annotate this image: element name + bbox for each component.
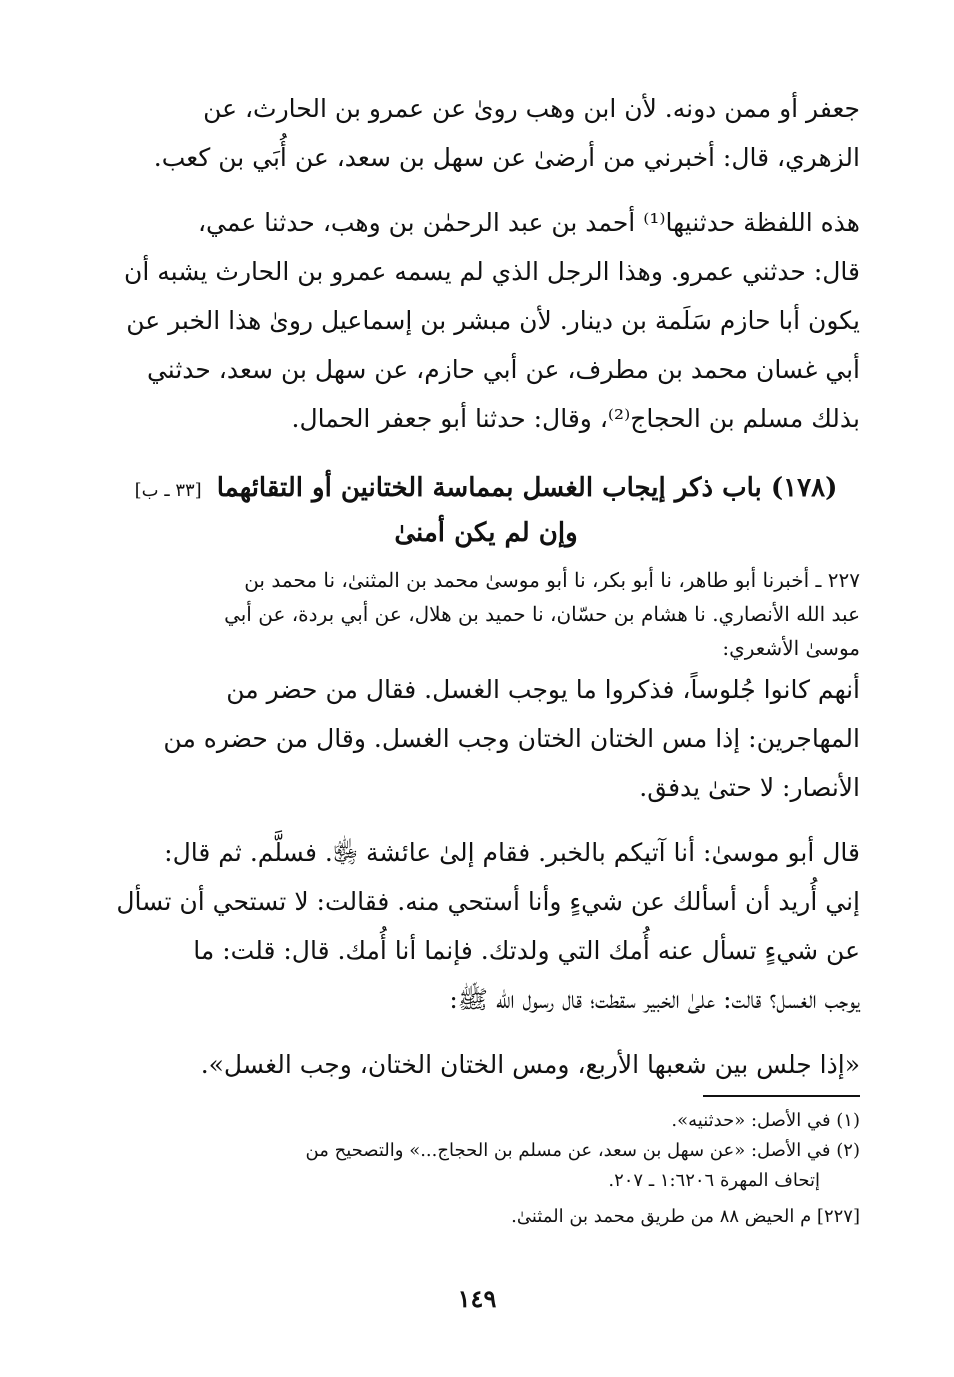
- text-line: قال أبو موسیٰ: أنا آتيكم بالخبر. فقام إلیٰ عائشة ﵂. فسلَّم. ثم قال:: [164, 838, 860, 867]
- text-line: عبد الله الأنصاري. نا هشام بن حسّان، نا حميد بن هلال، عن أبي بردة، عن أبي: [224, 602, 860, 626]
- paragraph-4: [112, 828, 860, 1024]
- text-line: إني أُريد أن أسألك عن شيءٍ وأنا أستحي منه. فقالت: لا تستحي أن تسأل: [116, 887, 860, 916]
- text-line: «إذا جلس بين شعبها الأربع، ومس الختان الختان، وجب الغسل».: [200, 1050, 860, 1079]
- text-line: يوجب الغسل؟ قالت: علیٰ الخبير سقطت؛ قال رسول الله ﷺ:: [449, 985, 860, 1014]
- source-note: [٢٢٧] م الحيض ٨٨ من طريق محمد بن المثنیٰ.: [511, 1206, 860, 1227]
- text-line: موسیٰ الأشعري:: [722, 636, 860, 660]
- chapter-title-line1: (١٧٨) باب ذكر إيجاب الغسل بمماسة الختانين أو التقائهما: [216, 473, 838, 503]
- text-line: الأنصار: لا حتیٰ يدفق.: [639, 773, 860, 802]
- text-line: قال: حدثني عمرو. وهذا الرجل الذي لم يسمه عمرو بن الحارث يشبه أن: [124, 257, 860, 286]
- text-line: ٢٢٧ ـ أخبرنا أبو طاهر، نا أبو بكر، نا أبو موسیٰ محمد بن المثنیٰ، نا محمد بن: [244, 568, 860, 592]
- paragraph-2: [112, 198, 860, 443]
- text-line: هذه اللفظة حدثنيها⁽¹⁾ أحمد بن عبد الرحمٰن بن وهب، حدثنا عمي،: [197, 208, 860, 237]
- footnote-divider: [703, 1095, 860, 1097]
- footnotes: [112, 1106, 860, 1232]
- footnote-2-continued: إتحاف المهرة ١:٦٢٠٦ ـ ٢٠٧.: [608, 1170, 820, 1191]
- text-line: بذلك مسلم بن الحجاج⁽²⁾، وقال: حدثنا أبو جعفر الحمال.: [291, 404, 860, 433]
- text-line: أنهم كانوا جُلوساً، فذكروا ما يوجب الغسل. فقال من حضر من: [226, 675, 860, 704]
- paragraph-3: [112, 665, 860, 812]
- chapter-title-line2: وإن لم يكن أمنیٰ: [394, 518, 578, 548]
- paragraph-5: [112, 1040, 860, 1089]
- footnote-1: (١) في الأصل: «حدثنيه».: [671, 1110, 860, 1131]
- chapter-heading: [112, 467, 860, 555]
- hadith-isnad: [112, 563, 860, 665]
- text-line: المهاجرين: إذا مس الختان الختان وجب الغسل. وقال من حضره من: [163, 724, 860, 753]
- text-line: يكون أبا حازم سَلَمة بن دينار. لأن مبشر بن إسماعيل رویٰ هذا الخبر عن: [126, 306, 860, 335]
- text-line: جعفر أو ممن دونه. لأن ابن وهب رویٰ عن عمرو بن الحارث، عن: [203, 94, 860, 123]
- text-line: الزهري، قال: أخبرني من أرضیٰ عن سهل بن سعد، عن أُبَي بن كعب.: [153, 143, 860, 172]
- page-number: ١٤٩: [457, 1284, 497, 1313]
- page-body: [112, 84, 860, 1089]
- paragraph-1: [112, 84, 860, 182]
- footnote-2: (٢) في الأصل: «عن سهل بن سعد، عن مسلم بن الحجاج...» والتصحيح من: [305, 1140, 860, 1161]
- folio-tag: [٣٣ ـ ب]: [134, 480, 202, 501]
- text-line: عن شيءٍ تسأل عنه أُمك التي ولدتك. فإنما أنا أُمك. قال: قلت: ما: [193, 936, 860, 965]
- text-line: أبي غسان محمد بن مطرف، عن أبي حازم، عن سهل بن سعد، حدثني: [146, 355, 860, 384]
